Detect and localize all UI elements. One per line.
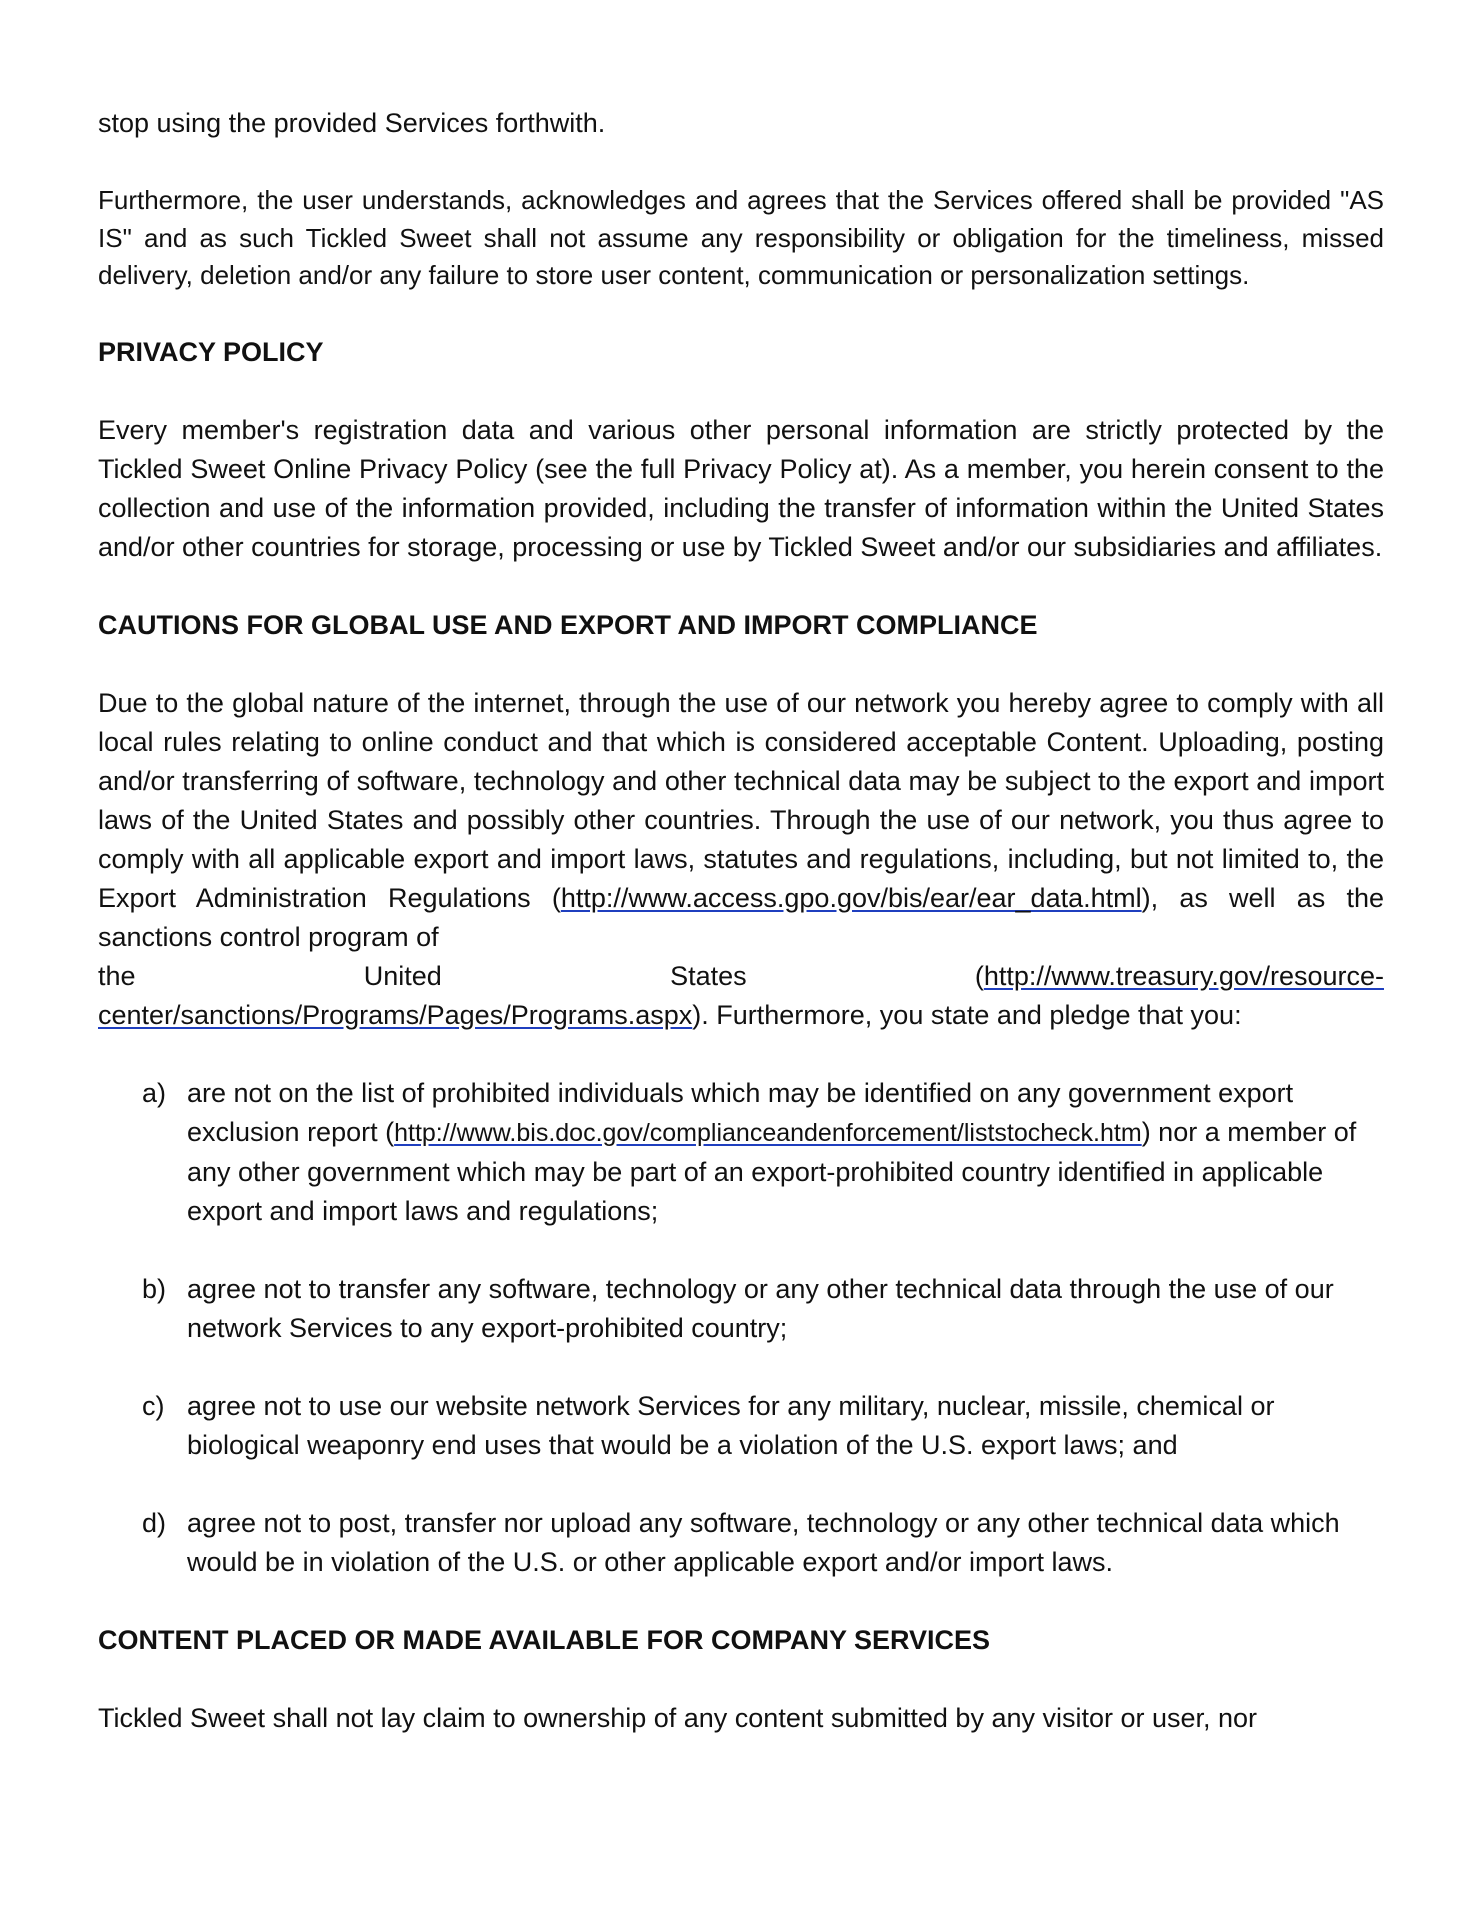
export-text-part3: ). Furthermore, you state and pledge that you: [692,999,1242,1030]
list-marker: b) [142,1273,167,1304]
intro-line: stop using the provided Services forthwith. [98,108,606,138]
document-page [98,104,1384,1738]
export-text-part2: ), as well as the sanctions control program of [98,882,1384,952]
treasury-link-part1[interactable]: http://www.treasury.gov/resource- [983,960,1384,991]
privacy-policy-paragraph: Every member's registration data and various other personal information are strictly protected by the Tickled Sweet Online Privacy Policy (see the full Privacy Policy at). As a member, you herein consent to the collection and use of the information provided, including the transfer of information within the United States and/or other countries for storage, processing or use by Tickled Sweet and/or our subsidiaries and affiliates. [98,414,1384,562]
liststocheck-link[interactable]: http://www.bis.doc.gov/complianceandenforcement/liststocheck.htm [394,1118,1142,1147]
treasury-link-part2[interactable]: center/sanctions/Programs/Pages/Programs.aspx [98,999,693,1030]
list-item-text: agree not to post, transfer nor upload any software, technology or any other technical data which would be in violation of the U.S. or other applicable export and/or import laws. [187,1507,1340,1577]
list-item [98,1504,1384,1582]
list-marker: d) [142,1507,167,1538]
list-item-text-after: ) nor a member of any other government which may be part of an export-prohibited country identified in applicable export and import laws and regulations; [187,1116,1357,1226]
spread-word-united: United [363,960,442,991]
open-paren-2: ( [974,960,984,991]
list-marker: c) [142,1390,165,1421]
spread-word-states: States [670,960,747,991]
list-item-text: agree not to transfer any software, technology or any other technical data through the use of our network Services to any export-prohibited country; [187,1273,1334,1343]
export-text-part1: Due to the global nature of the internet, through the use of our network you hereby agree to comply with all local rules relating to online conduct and that which is considered acceptable Content. Uploading, posting and/or transferring of software, technology and other technical data may be subject to the export and import laws of the United States and possibly other countries. Through the use of our network, you thus agree to comply with all applicable export and import laws, statutes and regulations, including, but not limited to, the Export Administration Regulations [98,687,1384,913]
list-marker: a) [142,1077,167,1108]
spread-line [98,957,1384,996]
list-item-text: agree not to use our website network Services for any military, nuclear, missile, chemical or biological weaponry end uses that would be a violation of the U.S. export laws; and [187,1390,1275,1460]
content-services-paragraph: Tickled Sweet shall not lay claim to ownership of any content submitted by any visitor or user, nor [98,1702,1258,1733]
as-is-paragraph: Furthermore, the user understands, acknowledges and agrees that the Services offered shall be provided "AS IS" and as such Tickled Sweet shall not assume any responsibility or obligation for the timeliness, missed delivery, deletion and/or any failure to store user content, communication or personalization settings. [98,185,1384,290]
list-item [98,1387,1384,1465]
list-item [98,1270,1384,1348]
list-item-text: are not on the list of prohibited individuals which may be identified on any government export exclusion report ( [187,1077,1294,1147]
export-compliance-heading: CAUTIONS FOR GLOBAL USE AND EXPORT AND IMPORT COMPLIANCE [98,609,1038,640]
list-item [98,1074,1384,1231]
export-compliance-paragraph [98,684,1384,1035]
ear-data-link[interactable]: http://www.access.gpo.gov/bis/ear/ear_data.html [560,882,1142,913]
content-services-heading: CONTENT PLACED OR MADE AVAILABLE FOR COMPANY SERVICES [98,1624,991,1655]
pledge-list [98,1074,1384,1582]
privacy-policy-heading: PRIVACY POLICY [98,336,324,367]
spread-word-the: the [98,960,136,991]
open-paren: ( [551,882,561,913]
